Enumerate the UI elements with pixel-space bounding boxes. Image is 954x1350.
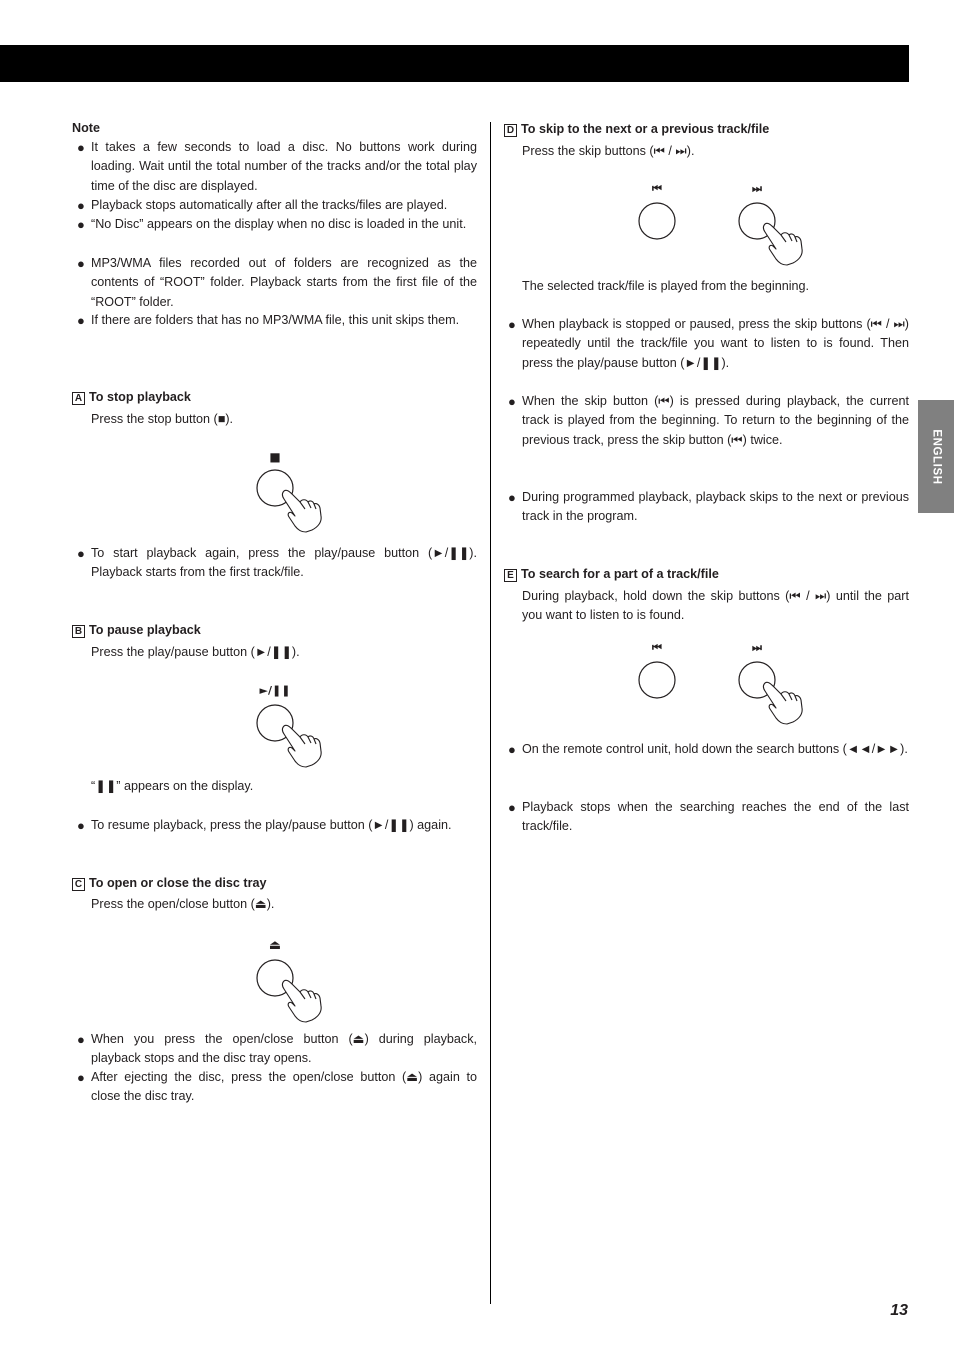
header-bar [0, 45, 909, 82]
section-e-instruction: During playback, hold down the skip buttons (⏮ / ⏭) until the part you want to listen to is found. [522, 589, 909, 623]
skip-forward-icon: ⏭ [752, 182, 762, 195]
section-title: To skip to the next or a previous track/file [521, 122, 770, 136]
section-c-bullet: ● After ejecting the disc, press the open/close button (⏏) again to close the disc tray. [77, 1070, 477, 1104]
section-a-bullet: ● To start playback again, press the play/pause button (►/❚❚). Playback starts from the first track/file. [77, 546, 477, 580]
skip-back-button-circle [639, 203, 675, 239]
open-close-button-illustration [250, 935, 340, 1025]
section-d-heading [504, 120, 769, 139]
section-title: To search for a part of a track/file [521, 567, 719, 581]
bullet-icon: ● [77, 313, 85, 328]
stop-button-illustration [250, 448, 340, 538]
bullet-icon: ● [77, 818, 85, 833]
section-e-heading [504, 565, 719, 584]
note-title: Note [72, 121, 100, 135]
bullet-icon: ● [77, 256, 85, 271]
section-title: To pause playback [89, 623, 201, 637]
note-item: ● If there are folders that has no MP3/WMA file, this unit skips them. [91, 311, 477, 330]
pointing-hand-icon [283, 980, 322, 1022]
page-number: 13 [890, 1302, 908, 1319]
section-b-instruction: Press the play/pause button (►/❚❚). [91, 645, 300, 659]
section-letter-box: D [504, 124, 517, 137]
section-d-after-text: The selected track/file is played from the beginning. [522, 279, 810, 293]
skip-buttons-figure [630, 178, 820, 268]
bullet-icon: ● [77, 1032, 85, 1047]
eject-icon: ⏏ [268, 938, 282, 953]
section-c-bullet: ● When you press the open/close button (⏏) during playback, playback stops and the disc tray opens. [77, 1032, 477, 1066]
section-c-instruction: Press the open/close button (⏏). [91, 897, 275, 911]
skip-buttons-illustration [630, 178, 820, 268]
play-pause-icon: ►/❚❚ [259, 684, 291, 697]
bullet-icon: ● [77, 198, 85, 213]
section-b-heading [72, 621, 201, 640]
section-letter-box: E [504, 569, 517, 582]
column-divider [490, 122, 491, 1304]
search-buttons-illustration [630, 637, 820, 727]
section-d-bullet: ● When playback is stopped or paused, press the skip buttons (⏮ / ⏭) repeatedly until the track/file you want to listen to is found. Then press the play/pause button (►/❚❚). [508, 317, 909, 370]
language-tab-label: ENGLISH [930, 428, 943, 485]
pointing-hand-icon [283, 725, 322, 767]
section-title: To stop playback [89, 390, 191, 404]
section-d-instruction: Press the skip buttons (⏮ / ⏭). [522, 144, 695, 158]
bullet-icon: ● [77, 217, 85, 232]
section-d-bullet: ● During programmed playback, playback skips to the next or previous track in the program. [508, 490, 909, 524]
section-letter-box: B [72, 625, 85, 638]
bullet-icon: ● [77, 546, 85, 561]
skip-back-button-circle [639, 662, 675, 698]
note-item: ● MP3/WMA files recorded out of folders are recognized as the contents of “ROOT” folder. Playback starts from the first file of the “ROOT” folder. [77, 256, 477, 309]
section-title: To open or close the disc tray [89, 876, 267, 890]
section-a-heading [72, 388, 191, 407]
play-pause-button-figure [250, 681, 340, 771]
note-item: ● “No Disc” appears on the display when no disc is loaded in the unit. [91, 215, 477, 234]
language-tab [918, 400, 954, 513]
stop-button-figure [250, 448, 340, 538]
section-letter-box: A [72, 392, 85, 405]
pointing-hand-icon [764, 223, 803, 265]
pointing-hand-icon [764, 682, 803, 724]
skip-back-icon: ⏮ [652, 641, 662, 654]
bullet-icon: ● [77, 1070, 85, 1085]
skip-back-icon: ⏮ [652, 182, 662, 195]
stop-icon: ■ [269, 450, 281, 464]
bullet-icon: ● [508, 317, 516, 332]
play-pause-button-illustration [250, 681, 340, 771]
note-item: ● It takes a few seconds to load a disc. No buttons work during loading. Wait until the total number of the tracks and/or the total play time of the disc are displayed. [77, 140, 477, 193]
skip-forward-icon: ⏭ [752, 641, 762, 654]
open-close-button-figure [250, 935, 340, 1025]
section-e-bullet: ● Playback stops when the searching reaches the end of the last track/file. [508, 800, 909, 834]
section-a-instruction: Press the stop button (■). [91, 412, 234, 426]
bullet-icon: ● [508, 394, 516, 409]
section-d-bullet: ● When the skip button (⏮) is pressed during playback, the current track is played from the beginning. To return to the beginning of the previous track, press the skip button (⏮) twice. [508, 394, 909, 447]
note-item: ● Playback stops automatically after all the tracks/files are played. [91, 196, 477, 215]
bullet-icon: ● [508, 490, 516, 505]
pointing-hand-icon [283, 490, 322, 532]
bullet-icon: ● [508, 800, 516, 815]
section-c-heading [72, 874, 267, 893]
section-b-bullet: ● To resume playback, press the play/pause button (►/❚❚) again. [91, 816, 477, 835]
search-buttons-figure [630, 637, 820, 727]
bullet-icon: ● [508, 742, 516, 757]
section-b-after-text: “❚❚” appears on the display. [91, 779, 254, 793]
bullet-icon: ● [77, 140, 85, 155]
section-letter-box: C [72, 878, 85, 891]
section-e-bullet: ● On the remote control unit, hold down the search buttons (◄◄/►►). [522, 740, 909, 759]
